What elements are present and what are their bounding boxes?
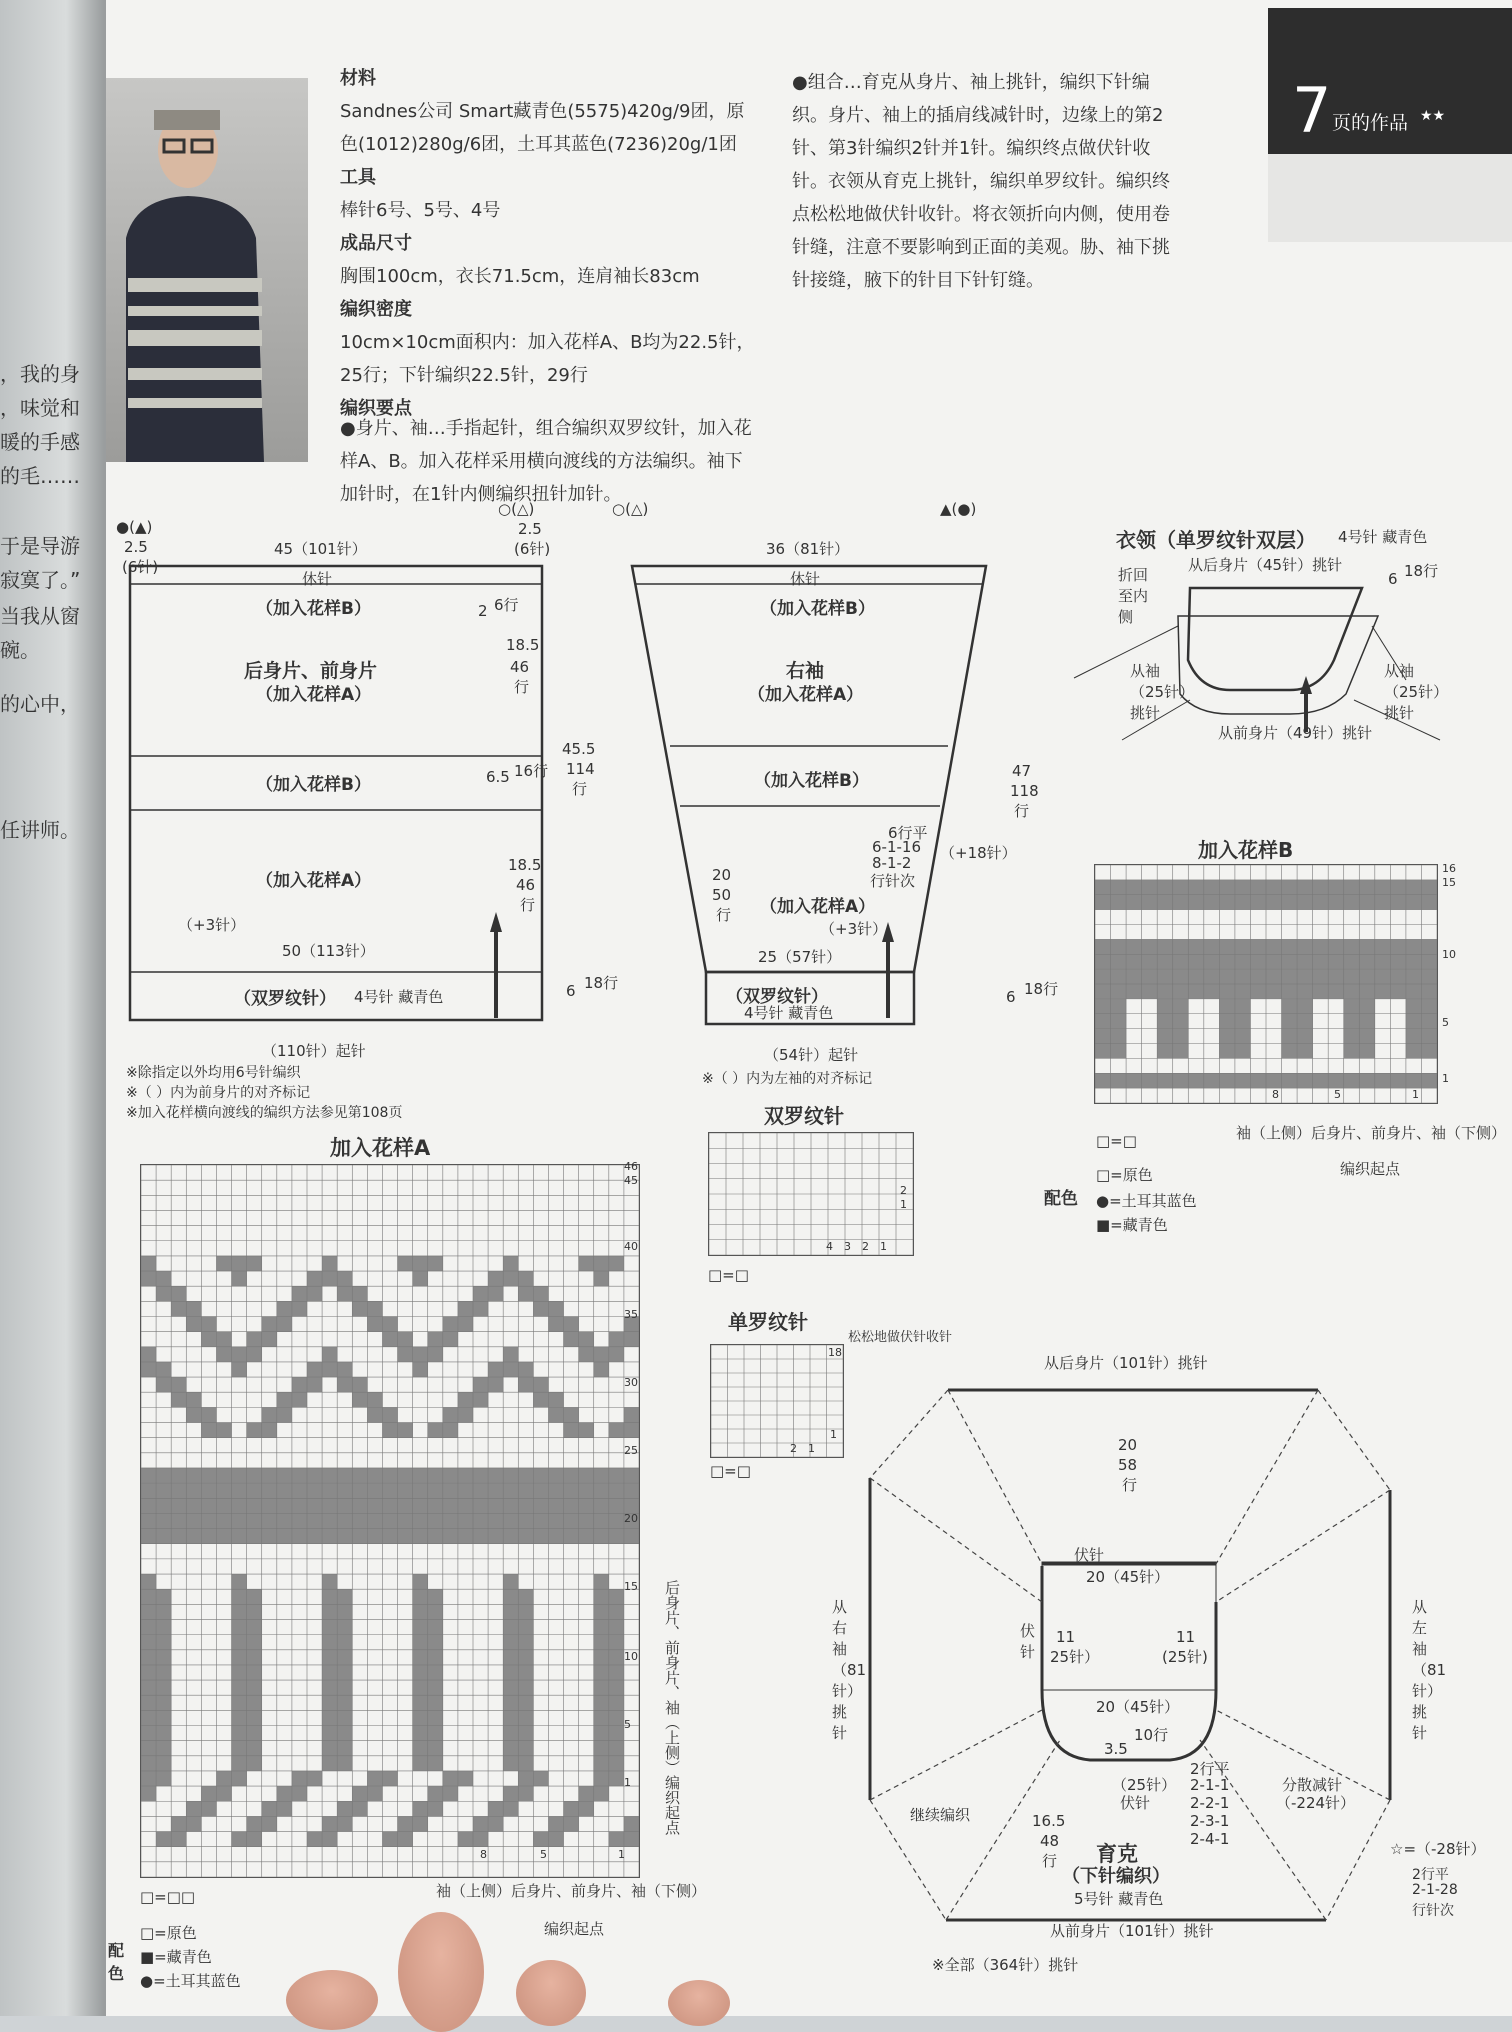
body-side-left-sts: (6针) bbox=[122, 558, 159, 576]
left-fragment: 于是导游 bbox=[0, 534, 80, 558]
chart-b-color-1: □=原色 bbox=[1096, 1166, 1153, 1184]
left-fragment: 当我从窗 bbox=[0, 604, 80, 628]
chart-b-row-10: 10 bbox=[1442, 948, 1456, 961]
left-fragment: 碗。 bbox=[0, 638, 40, 662]
left-fragment: 的心中， bbox=[0, 692, 80, 716]
chart-b-row-16: 16 bbox=[1442, 862, 1456, 875]
yoke-side-left: 11 bbox=[1056, 1628, 1076, 1646]
chart-a-row-5: 5 bbox=[624, 1718, 631, 1731]
sleeve-total-unit: 行 bbox=[1014, 802, 1030, 820]
collar-sleeve-left: 从袖（25针）挑针 bbox=[1130, 662, 1187, 722]
chart-a-color-1: □=原色 bbox=[140, 1924, 197, 1942]
body-h1: 2 bbox=[478, 602, 488, 620]
double-rib-col-2: 2 bbox=[862, 1240, 869, 1253]
sleeve-total: 47 bbox=[1012, 762, 1032, 780]
chart-a-color-3: ●=土耳其蓝色 bbox=[140, 1972, 241, 1990]
body-h2-rows: 46 bbox=[510, 658, 530, 676]
body-h4-unit: 行 bbox=[520, 896, 536, 914]
points-text-2: ●组合…育克从身片、袖上挑针，编织下针编织。身片、袖上的插肩线减针时，边缘上的第2针、第3针编织2针并1针。编织终点做伏针收针。衣领从育克上挑针，编织单罗纹针。编织终点松松地做伏针收针。将衣领折向内侧，使用卷针缝，注意不要影响到正面的美观。胁、袖下挑针接缝，腋下的针目下针钉缝。 bbox=[792, 72, 1170, 291]
yoke-continue: 继续编织 bbox=[910, 1806, 971, 1824]
chart-a-row-45: 45 bbox=[624, 1174, 638, 1187]
body-top-width: 45（101针） bbox=[274, 540, 367, 558]
yoke-star-2: 2-1-28 bbox=[1412, 1882, 1458, 1898]
direction-arrow-body bbox=[490, 912, 502, 932]
double-rib-grid bbox=[708, 1132, 914, 1256]
body-mark-left: ●(▲) bbox=[116, 518, 153, 536]
finger-2 bbox=[398, 1912, 484, 2032]
yoke-dec-4: 2-3-1 bbox=[1190, 1812, 1230, 1830]
page-tag-number: 7 bbox=[1292, 74, 1332, 147]
chart-a-color-2: ■=藏青色 bbox=[140, 1948, 212, 1966]
tools-heading: 工具 bbox=[340, 167, 376, 188]
sleeve-inc-4: 行针次 bbox=[870, 872, 916, 890]
yoke-star-1: 2行平 bbox=[1412, 1867, 1449, 1883]
yoke-back-pickup: 从后身片（101针）挑针 bbox=[1044, 1354, 1208, 1372]
body-side-right: 2.5 bbox=[518, 520, 542, 538]
chart-a-row-1: 1 bbox=[624, 1776, 631, 1789]
chart-a-row-30: 30 bbox=[624, 1376, 638, 1389]
left-fragment: 寂寞了。” bbox=[0, 568, 81, 592]
chart-a-col-8: 8 bbox=[480, 1848, 487, 1861]
chart-b-legend: □=□ bbox=[1096, 1132, 1137, 1150]
chart-a-side-note: 后身片、前身片、袖（上侧）编织起点 bbox=[663, 1580, 681, 1835]
tools-text: 棒针6号、5号、4号 bbox=[340, 200, 501, 221]
chart-a-col-5: 5 bbox=[540, 1848, 547, 1861]
body-rib-height: 6 bbox=[566, 982, 576, 1000]
note-reference: ※加入花样横向渡线的编织方法参见第108页 bbox=[126, 1105, 403, 1121]
sleeve-note: ※（ ）内为左袖的对齐标记 bbox=[702, 1071, 873, 1087]
single-rib-grid bbox=[710, 1344, 844, 1458]
body-h3-rows: 16行 bbox=[514, 762, 549, 780]
body-rest-stitch: 休针 bbox=[302, 570, 333, 588]
single-rib-legend: □=□ bbox=[710, 1462, 751, 1480]
single-rib-col-2: 2 bbox=[790, 1442, 797, 1455]
body-h2-unit: 行 bbox=[514, 678, 530, 696]
body-rib-label: （双罗纹针） bbox=[234, 989, 336, 1009]
left-fragment: ，味觉和 bbox=[0, 396, 80, 420]
sleeve-inc-5: （+18针） bbox=[940, 844, 1017, 862]
collar-title: 衣领（单罗纹针双层） bbox=[1116, 528, 1316, 552]
body-plus-sts: （+3针） bbox=[178, 916, 246, 934]
collar-rows: 18行 bbox=[1404, 562, 1439, 580]
chart-a-title: 加入花样A bbox=[330, 1136, 431, 1160]
sleeve-inc-3: 8-1-2 bbox=[872, 854, 912, 872]
chart-b-color-label: 配色 bbox=[1044, 1189, 1078, 1209]
page-tag-stars: ★★ bbox=[1420, 108, 1446, 124]
single-rib-row-18: 18 bbox=[828, 1346, 842, 1359]
yoke-side-right-sts: (25针) bbox=[1162, 1648, 1208, 1666]
yoke-h10-rows: 10行 bbox=[1134, 1726, 1169, 1744]
yoke-dec-3: 2-2-1 bbox=[1190, 1794, 1230, 1812]
sleeve-rib-height: 6 bbox=[1006, 988, 1016, 1006]
left-fragment: 暖的手感 bbox=[0, 430, 80, 454]
yoke-h10: 3.5 bbox=[1104, 1740, 1128, 1758]
note-marks: ※（ ）内为前身片的对齐标记 bbox=[126, 1085, 311, 1101]
sleeve-subtitle: （加入花样A） bbox=[748, 685, 864, 705]
body-h2: 18.5 bbox=[506, 636, 540, 654]
sleeve-bottom-width: 25（57针） bbox=[758, 948, 842, 966]
yoke-width-mid: 20（45针） bbox=[1096, 1698, 1180, 1716]
sleeve-hrow: 行 bbox=[716, 906, 732, 924]
yoke-bind-off-top: 伏针 bbox=[1074, 1546, 1105, 1564]
chart-a-row-10: 10 bbox=[624, 1650, 638, 1663]
yoke-subtitle: （下针编织） bbox=[1062, 1866, 1170, 1887]
chart-a-row-35: 35 bbox=[624, 1308, 638, 1321]
yoke-height-unit: 行 bbox=[1122, 1476, 1138, 1494]
yoke-height: 20 bbox=[1118, 1436, 1138, 1454]
double-rib-col-3: 3 bbox=[844, 1240, 851, 1253]
yoke-bind-off-side: 伏针 bbox=[1020, 1622, 1036, 1661]
chart-b-color-2: ●=土耳其蓝色 bbox=[1096, 1192, 1197, 1210]
collar-outline bbox=[1188, 588, 1362, 690]
sleeve-rib-label: （双罗纹针） bbox=[726, 987, 828, 1007]
yoke-side-right: 11 bbox=[1176, 1628, 1196, 1646]
body-pattern-b-top: （加入花样B） bbox=[256, 599, 371, 619]
yoke-h16-rows: 48 bbox=[1040, 1832, 1060, 1850]
body-h4: 18.5 bbox=[508, 856, 542, 874]
yoke-right-pickup: 从右袖（81针）挑针 bbox=[832, 1598, 867, 1742]
sleeve-mark-left: ○(△) bbox=[612, 500, 649, 518]
sleeve-rib-rows: 18行 bbox=[1024, 980, 1059, 998]
yoke-left-pickup: 从左袖（81针）挑针 bbox=[1412, 1598, 1447, 1742]
sleeve-top-width: 36（81针） bbox=[766, 540, 850, 558]
collar-sleeve-right: 从袖（25针）挑针 bbox=[1384, 662, 1441, 722]
chart-a-row-46: 46 bbox=[624, 1160, 638, 1173]
collar-front-pickup: 从前身片（49针）挑针 bbox=[1218, 724, 1373, 742]
points-text-1: ●身片、袖…手指起针，组合编织双罗纹针，加入花样A、B。加入花样采用横向渡线的方法编织。袖下加针时，在1针内侧编织扭针加针。 bbox=[340, 418, 752, 505]
body-side-right-sts: (6针) bbox=[514, 540, 551, 558]
single-rib-title: 单罗纹针 bbox=[728, 1310, 808, 1334]
yoke-title: 育克 bbox=[1096, 1842, 1138, 1866]
sleeve-h20: 20 bbox=[712, 866, 732, 884]
double-rib-col-4: 4 bbox=[826, 1240, 833, 1253]
sleeve-inc-2: 6-1-16 bbox=[872, 838, 921, 856]
body-total-rows: 114 bbox=[566, 760, 595, 778]
yoke-h16: 16.5 bbox=[1032, 1812, 1066, 1830]
yoke-spread-dec: 分散减针 bbox=[1282, 1776, 1343, 1794]
body-pattern-a-low: （加入花样A） bbox=[256, 871, 372, 891]
chart-b-col-1: 1 bbox=[1412, 1088, 1419, 1101]
chart-b-row-5: 5 bbox=[1442, 1016, 1449, 1029]
points-heading: 编织要点 bbox=[340, 398, 412, 419]
double-rib-title: 双罗纹针 bbox=[764, 1104, 844, 1128]
chart-b-grid bbox=[1094, 864, 1438, 1104]
body-rib-needle: 4号针 藏青色 bbox=[354, 988, 444, 1006]
page-tag-text: 页的作品 bbox=[1332, 112, 1409, 134]
finger-3 bbox=[516, 1960, 586, 2026]
yoke-height-rows: 58 bbox=[1118, 1456, 1138, 1474]
sleeve-plus-sts: （+3针） bbox=[820, 920, 888, 938]
gauge-heading: 编织密度 bbox=[340, 299, 412, 320]
sleeve-rest-stitch: 休针 bbox=[790, 570, 821, 588]
materials-text: Sandnes公司 Smart藏青色(5575)420g/9团，原色(1012)280g/6团，土耳其蓝色(7236)20g/1团 bbox=[340, 101, 745, 155]
yoke-bottom-sts: （25针） bbox=[1112, 1776, 1177, 1794]
yoke-dec-5: 2-4-1 bbox=[1190, 1830, 1230, 1848]
gauge-text: 10cm×10cm面积内：加入花样A、B均为22.5针，25行；下针编织22.5针，29行 bbox=[340, 332, 755, 386]
materials-heading: 材料 bbox=[340, 68, 376, 89]
chart-b-color-3: ■=藏青色 bbox=[1096, 1216, 1168, 1234]
body-h4-rows: 46 bbox=[516, 876, 536, 894]
chart-a-base: 袖（上侧）后身片、前身片、袖（下侧） bbox=[436, 1882, 707, 1900]
sleeve-title: 右袖 bbox=[786, 660, 825, 682]
yoke-dec-2: 2-1-1 bbox=[1190, 1776, 1230, 1794]
chart-b-start: 编织起点 bbox=[1340, 1160, 1401, 1178]
chart-a-col-1: 1 bbox=[618, 1848, 625, 1861]
chart-b-row-1: 1 bbox=[1442, 1072, 1449, 1085]
sleeve-mark-right: ▲(●) bbox=[940, 500, 977, 518]
yoke-dec-1: 2行平 bbox=[1190, 1760, 1230, 1778]
finger-1 bbox=[286, 1970, 378, 2030]
collar-height: 6 bbox=[1388, 570, 1398, 588]
left-fragment: 的毛…… bbox=[0, 464, 80, 488]
body-total: 45.5 bbox=[562, 740, 596, 758]
body-h1-rows: 6行 bbox=[494, 596, 519, 614]
sleeve-pattern-a: （加入花样A） bbox=[760, 897, 876, 917]
collar-needle: 4号针 藏青色 bbox=[1338, 528, 1428, 546]
yoke-needle: 5号针 藏青色 bbox=[1074, 1890, 1164, 1908]
collar-fold: 折回至内侧 bbox=[1118, 566, 1149, 626]
chart-a-row-15: 15 bbox=[624, 1580, 638, 1593]
sleeve-rib-needle: 4号针 藏青色 bbox=[744, 1004, 834, 1022]
body-title: 后身片、前身片 bbox=[244, 660, 378, 682]
chart-b-base: 袖（上侧）后身片、前身片、袖（下侧） bbox=[1236, 1124, 1507, 1142]
left-fragment: 任讲师。 bbox=[0, 818, 80, 842]
body-mark-right: ○(△) bbox=[498, 500, 535, 518]
yoke-width-top: 20（45针） bbox=[1086, 1568, 1170, 1586]
chart-b-col-5: 5 bbox=[1334, 1088, 1341, 1101]
double-rib-legend: □=□ bbox=[708, 1266, 749, 1284]
single-rib-col-1: 1 bbox=[808, 1442, 815, 1455]
double-rib-col-1: 1 bbox=[880, 1240, 887, 1253]
note-needle: ※除指定以外均用6号针编织 bbox=[126, 1065, 301, 1081]
sleeve-pattern-b-mid: （加入花样B） bbox=[754, 771, 869, 791]
chart-b-title: 加入花样B bbox=[1198, 838, 1294, 862]
yoke-front-pickup: 从前身片（101针）挑针 bbox=[1050, 1922, 1214, 1940]
single-rib-row-1: 1 bbox=[830, 1428, 837, 1441]
body-subtitle: （加入花样A） bbox=[256, 685, 372, 705]
size-text: 胸围100cm，衣长71.5cm，连肩袖长83cm bbox=[340, 266, 700, 287]
body-rib-rows: 18行 bbox=[584, 974, 619, 992]
chart-a-row-40: 40 bbox=[624, 1240, 638, 1253]
yoke-spread-dec-sts: （-224针） bbox=[1276, 1794, 1356, 1812]
yoke-bottom-bind-off: 伏针 bbox=[1120, 1794, 1151, 1812]
single-rib-note: 松松地做伏针收针 bbox=[848, 1330, 953, 1345]
sleeve-pattern-b-top: （加入花样B） bbox=[760, 599, 875, 619]
body-pattern-b-mid: （加入花样B） bbox=[256, 775, 371, 795]
sleeve-cast-on: （54针）起针 bbox=[764, 1046, 859, 1064]
chart-a-color-label: 配色 bbox=[108, 1941, 125, 1983]
double-rib-row-1: 1 bbox=[900, 1198, 907, 1211]
chart-a-legend: □=□□ bbox=[140, 1888, 196, 1906]
chart-a-grid bbox=[140, 1164, 640, 1878]
body-bottom-width: 50（113针） bbox=[282, 942, 375, 960]
body-total-unit: 行 bbox=[572, 780, 588, 798]
chart-a-row-20: 20 bbox=[624, 1512, 638, 1525]
body-cast-on: （110针）起针 bbox=[262, 1042, 366, 1060]
left-fragment: ，我的身 bbox=[0, 362, 80, 386]
chart-b-row-15: 15 bbox=[1442, 876, 1456, 889]
yoke-total: ※全部（364针）挑针 bbox=[932, 1956, 1079, 1974]
yoke-h16-unit: 行 bbox=[1042, 1852, 1058, 1870]
chart-b-col-8: 8 bbox=[1272, 1088, 1279, 1101]
yoke-side-left-sts: 25针） bbox=[1050, 1648, 1100, 1666]
body-side-left: 2.5 bbox=[124, 538, 148, 556]
finger-4 bbox=[668, 1980, 730, 2026]
sleeve-total-rows: 118 bbox=[1010, 782, 1039, 800]
sleeve-inc-1: 6行平 bbox=[888, 824, 928, 842]
double-rib-row-2: 2 bbox=[900, 1184, 907, 1197]
body-h3: 6.5 bbox=[486, 768, 510, 786]
yoke-star-legend: ☆=（-28针） bbox=[1390, 1840, 1486, 1858]
yoke-star-3: 行针次 bbox=[1412, 1903, 1454, 1919]
size-heading: 成品尺寸 bbox=[340, 233, 412, 254]
chart-a-start: 编织起点 bbox=[544, 1920, 605, 1938]
sleeve-h50: 50 bbox=[712, 886, 732, 904]
collar-back-pickup: 从后身片（45针）挑针 bbox=[1188, 556, 1343, 574]
chart-a-row-25: 25 bbox=[624, 1444, 638, 1457]
